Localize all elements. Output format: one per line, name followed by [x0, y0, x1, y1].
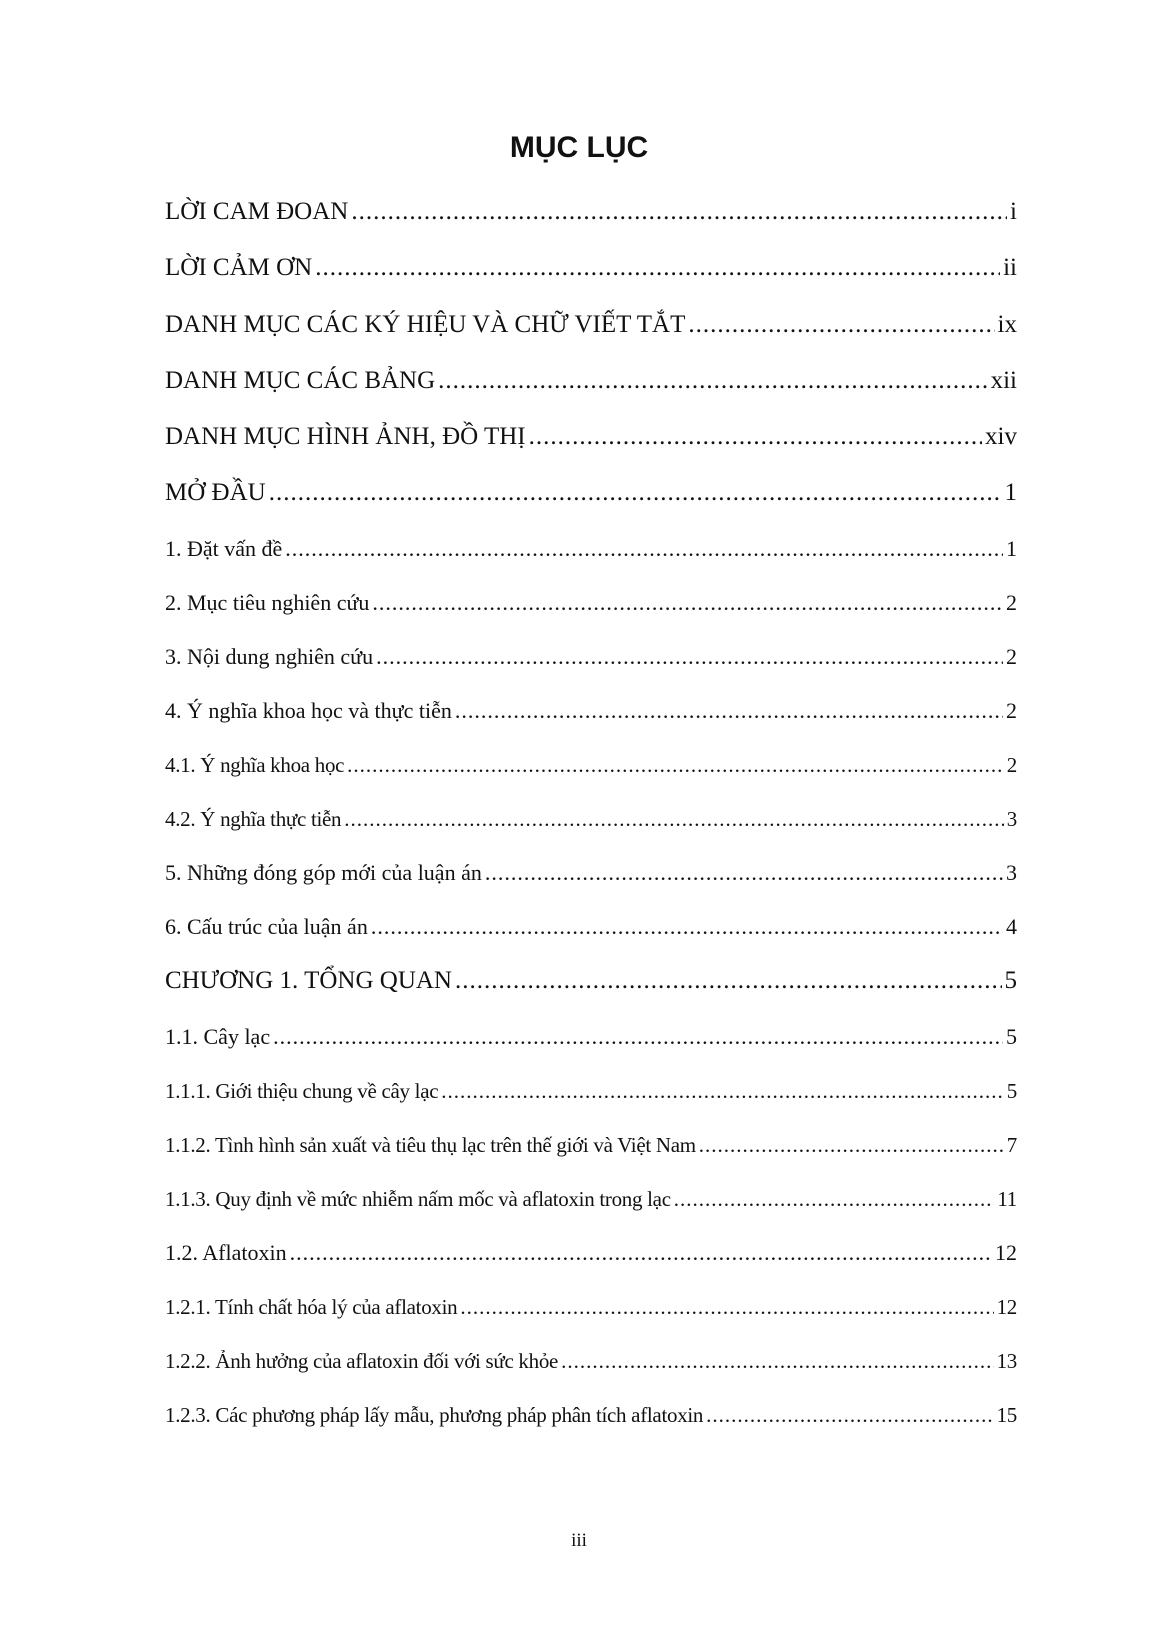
toc-dot-leader: [455, 965, 1002, 997]
toc-entry-label: 1. Đặt vấn đề: [165, 536, 283, 561]
toc-dot-leader: [347, 750, 1004, 780]
toc-entry-label: 1.1.2. Tình hình sản xuất và tiêu thụ lạc trên thế giới và Việt Nam: [165, 1133, 696, 1157]
toc-entry-page: 2: [1006, 644, 1017, 669]
toc-entry-page: 12: [996, 1295, 1017, 1319]
toc-entry-page: xii: [990, 367, 1017, 394]
toc-entry-label: 1.1.3. Quy định về mức nhiễm nấm mốc và aflatoxin trong lạc: [165, 1187, 671, 1211]
toc-dot-leader: [441, 1076, 1004, 1106]
toc-entry[interactable]: [165, 696, 1017, 726]
toc-dot-leader: [438, 365, 987, 397]
toc-entry[interactable]: [165, 750, 1017, 780]
toc-entry-label: DANH MỤC HÌNH ẢNH, ĐỒ THỊ: [165, 423, 526, 450]
toc-entry[interactable]: [165, 421, 1017, 453]
toc-dot-leader: [688, 309, 994, 341]
toc-entry[interactable]: [165, 1076, 1017, 1106]
toc-entry-page: 2: [1006, 698, 1017, 723]
toc-entry[interactable]: [165, 804, 1017, 834]
toc-entry[interactable]: [165, 477, 1017, 509]
toc-entry[interactable]: [165, 1238, 1017, 1268]
toc-entry[interactable]: [165, 1184, 1017, 1214]
toc-dot-leader: [376, 642, 1003, 672]
toc-dot-leader: [706, 1400, 993, 1430]
toc-entry-page: 12: [995, 1240, 1017, 1265]
toc-dot-leader: [290, 1238, 992, 1268]
toc-dot-leader: [344, 804, 1004, 834]
toc-entry-label: LỜI CAM ĐOAN: [165, 198, 349, 225]
toc-entry-page: 2: [1006, 753, 1017, 777]
toc-dot-leader: [455, 696, 1003, 726]
toc-entry[interactable]: [165, 252, 1017, 284]
toc-entry-label: LỜI CẢM ƠN: [165, 254, 313, 281]
toc-entry[interactable]: [165, 309, 1017, 341]
toc-entry-page: 7: [1006, 1133, 1017, 1157]
toc-dot-leader: [273, 1022, 1003, 1052]
toc-entry-page: 5: [1006, 1024, 1017, 1049]
toc-entry-page: i: [1010, 198, 1017, 225]
toc-entry-page: 13: [996, 1349, 1017, 1373]
toc-entry[interactable]: [165, 1130, 1017, 1160]
toc-dot-leader: [315, 252, 1000, 284]
toc-dot-leader: [372, 588, 1003, 618]
toc-entry-label: 6. Cấu trúc của luận án: [165, 914, 368, 939]
toc-dot-leader: [371, 912, 1003, 942]
toc-entry-label: 1.2. Aflatoxin: [165, 1240, 287, 1265]
toc-entry-page: 11: [997, 1187, 1017, 1211]
toc-entry[interactable]: [165, 965, 1017, 997]
toc-dot-leader: [269, 477, 1002, 509]
toc-entry[interactable]: [165, 1022, 1017, 1052]
toc-entry-page: 4: [1006, 914, 1017, 939]
toc-dot-leader: [674, 1184, 995, 1214]
toc-entry-page: ix: [997, 311, 1017, 338]
toc-dot-leader: [699, 1130, 1004, 1160]
toc-dot-leader: [460, 1292, 993, 1322]
toc-entry[interactable]: [165, 196, 1017, 228]
toc-dot-leader: [351, 196, 1007, 228]
toc-entry-label: 2. Mục tiêu nghiên cứu: [165, 590, 370, 615]
toc-entry-label: 1.2.2. Ảnh hưởng của aflatoxin đối với sức khỏe: [165, 1349, 559, 1373]
page-title: MỤC LỤC: [509, 131, 649, 164]
toc-entry[interactable]: [165, 1346, 1017, 1376]
toc-entry-page: xiv: [985, 423, 1017, 450]
toc-entry-label: 4. Ý nghĩa khoa học và thực tiễn: [165, 698, 452, 723]
toc-entry-page: 5: [1006, 1079, 1017, 1103]
toc-entry[interactable]: [165, 534, 1017, 564]
toc-entry[interactable]: [165, 642, 1017, 672]
toc-entry-label: 4.1. Ý nghĩa khoa học: [165, 753, 345, 777]
toc-dot-leader: [561, 1346, 994, 1376]
toc-dot-leader: [285, 534, 1003, 564]
toc-entry-page: 3: [1006, 860, 1017, 885]
toc-entry-page: 5: [1004, 967, 1017, 994]
toc-entry[interactable]: [165, 365, 1017, 397]
toc-entry-page: 3: [1006, 807, 1017, 831]
toc-entry-page: ii: [1003, 254, 1017, 281]
toc-dot-leader: [529, 421, 982, 453]
toc-entry-label: MỞ ĐẦU: [165, 479, 266, 506]
toc-entry-label: CHƯƠNG 1. TỔNG QUAN: [165, 967, 452, 994]
toc-entry[interactable]: [165, 858, 1017, 888]
toc-entry[interactable]: [165, 1400, 1017, 1430]
toc-entry-page: 2: [1006, 590, 1017, 615]
toc-entry[interactable]: [165, 1292, 1017, 1322]
toc-dot-leader: [485, 858, 1003, 888]
toc-entry-label: 3. Nội dung nghiên cứu: [165, 644, 374, 669]
toc-entry-label: 4.2. Ý nghĩa thực tiễn: [165, 807, 342, 831]
toc-entry[interactable]: [165, 912, 1017, 942]
toc-entry-label: DANH MỤC CÁC BẢNG: [165, 367, 436, 394]
page-number: iii: [571, 1530, 587, 1551]
toc-entry-label: 1.2.3. Các phương pháp lấy mẫu, phương pháp phân tích aflatoxin: [165, 1403, 704, 1427]
toc-entry-page: 1: [1004, 479, 1017, 506]
toc-entry-label: DANH MỤC CÁC KÝ HIỆU VÀ CHỮ VIẾT TẮT: [165, 311, 686, 338]
toc-entry-label: 1.2.1. Tính chất hóa lý của aflatoxin: [165, 1295, 458, 1319]
toc-entry-label: 5. Những đóng góp mới của luận án: [165, 860, 482, 885]
toc-entry[interactable]: [165, 588, 1017, 618]
toc-entry-label: 1.1.1. Giới thiệu chung về cây lạc: [165, 1079, 439, 1103]
toc-entry-page: 15: [996, 1403, 1017, 1427]
toc-entry-label: 1.1. Cây lạc: [165, 1024, 271, 1049]
toc-entry-page: 1: [1006, 536, 1017, 561]
